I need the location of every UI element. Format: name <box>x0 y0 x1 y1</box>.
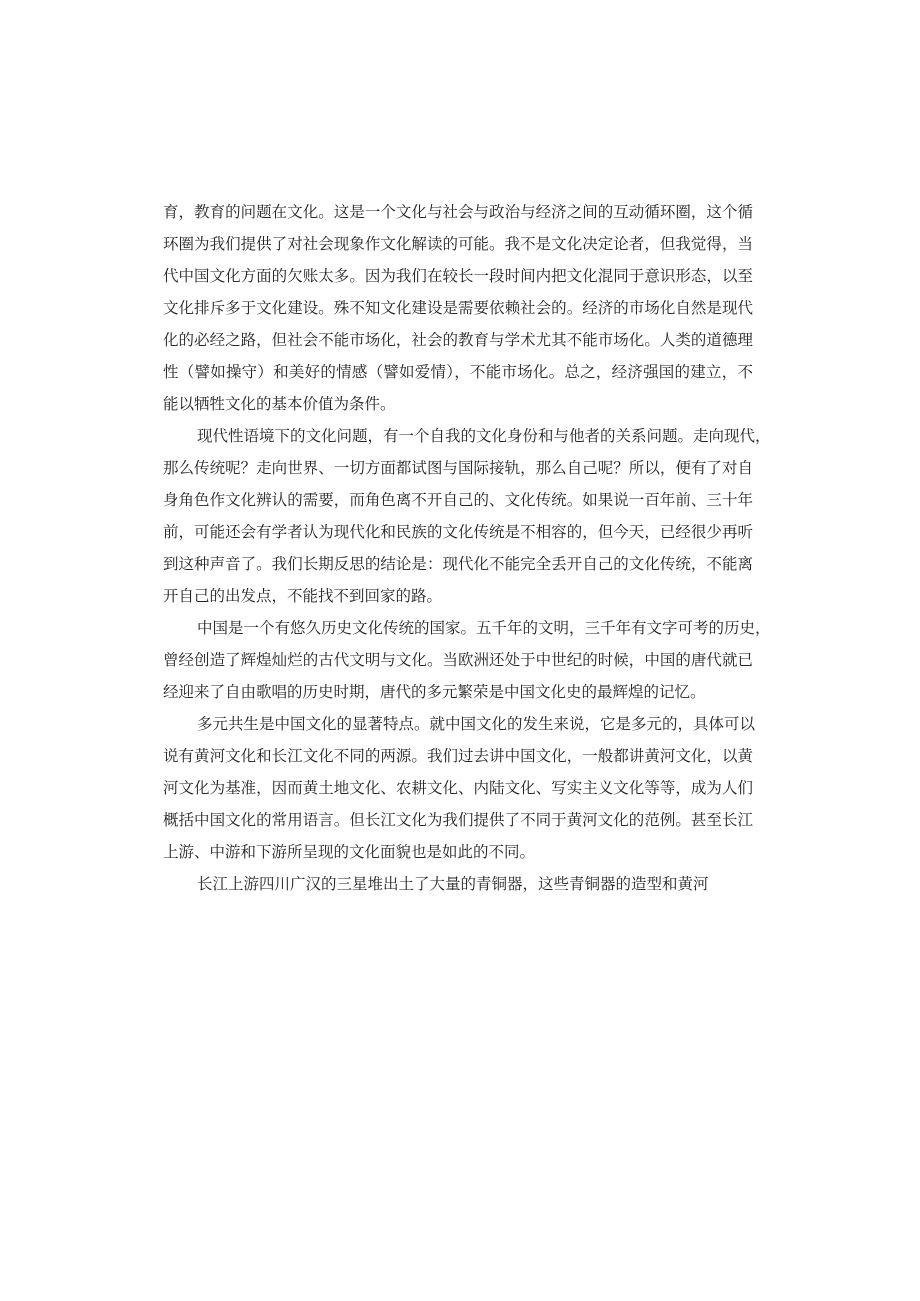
text-line: 长江上游四川广汉的三星堆出土了大量的青铜器，这些青铜器的造型和黄河 <box>197 875 709 893</box>
text-line: 那么传统呢？走向世界、一切方面都试图与国际接轨，那么自己呢？所以，便有了对自 <box>163 459 753 477</box>
text-line: 能以牺牲文化的基本价值为条件。 <box>163 395 396 413</box>
text-line: 身角色作文化辨认的需要，而角色离不开自己的、文化传统。如果说一百年前、三十年 <box>163 491 753 509</box>
text-line: 曾经创造了辉煌灿烂的古代文明与文化。当欧洲还处于中世纪的时候，中国的唐代就已 <box>163 651 753 669</box>
body-text <box>163 196 771 900</box>
text-line: 前，可能还会有学者认为现代化和民族的文化传统是不相容的，但今天，已经很少再听 <box>163 523 753 541</box>
text-line: 经迎来了自由歌唱的历史时期，唐代的多元繁荣是中国文化史的最辉煌的记忆。 <box>163 683 706 701</box>
text-line: 中国是一个有悠久历史文化传统的国家。五千年的文明，三千年有文字可考的历史， <box>197 619 771 637</box>
text-line: 上游、中游和下游所呈现的文化面貌也是如此的不同。 <box>163 843 536 861</box>
text-line: 河文化为基准，因而黄土地文化、农耕文化、内陆文化、写实主义文化等等，成为人们 <box>163 779 753 797</box>
text-line: 开自己的出发点，不能找不到回家的路。 <box>163 587 443 605</box>
text-line: 环圈为我们提供了对社会现象作文化解读的可能。我不是文化决定论者，但我觉得，当 <box>163 235 753 253</box>
text-line: 到这种声音了。我们长期反思的结论是：现代化不能完全丢开自己的文化传统，不能离 <box>163 555 753 573</box>
text-line: 现代性语境下的文化问题，有一个自我的文化身份和与他者的关系问题。走向现代， <box>197 427 771 445</box>
text-line: 育，教育的问题在文化。这是一个文化与社会与政治与经济之间的互动循环圈，这个循 <box>163 203 753 221</box>
text-line: 代中国文化方面的欠账太多。因为我们在较长一段时间内把文化混同于意识形态，以至 <box>163 267 753 285</box>
text-line: 说有黄河文化和长江文化不同的两源。我们过去讲中国文化，一般都讲黄河文化，以黄 <box>163 747 753 765</box>
text-line: 化的必经之路，但社会不能市场化，社会的教育与学术尤其不能市场化。人类的道德理 <box>163 331 753 349</box>
text-line: 文化排斥多于文化建设。殊不知文化建设是需要依赖社会的。经济的市场化自然是现代 <box>163 299 753 317</box>
text-line: 概括中国文化的常用语言。但长江文化为我们提供了不同于黄河文化的范例。甚至长江 <box>163 811 753 829</box>
text-line: 性（譬如操守）和美好的情感（譬如爱情），不能市场化。总之，经济强国的建立，不 <box>163 363 753 381</box>
text-line: 多元共生是中国文化的显著特点。就中国文化的发生来说，它是多元的，具体可以 <box>197 715 756 733</box>
